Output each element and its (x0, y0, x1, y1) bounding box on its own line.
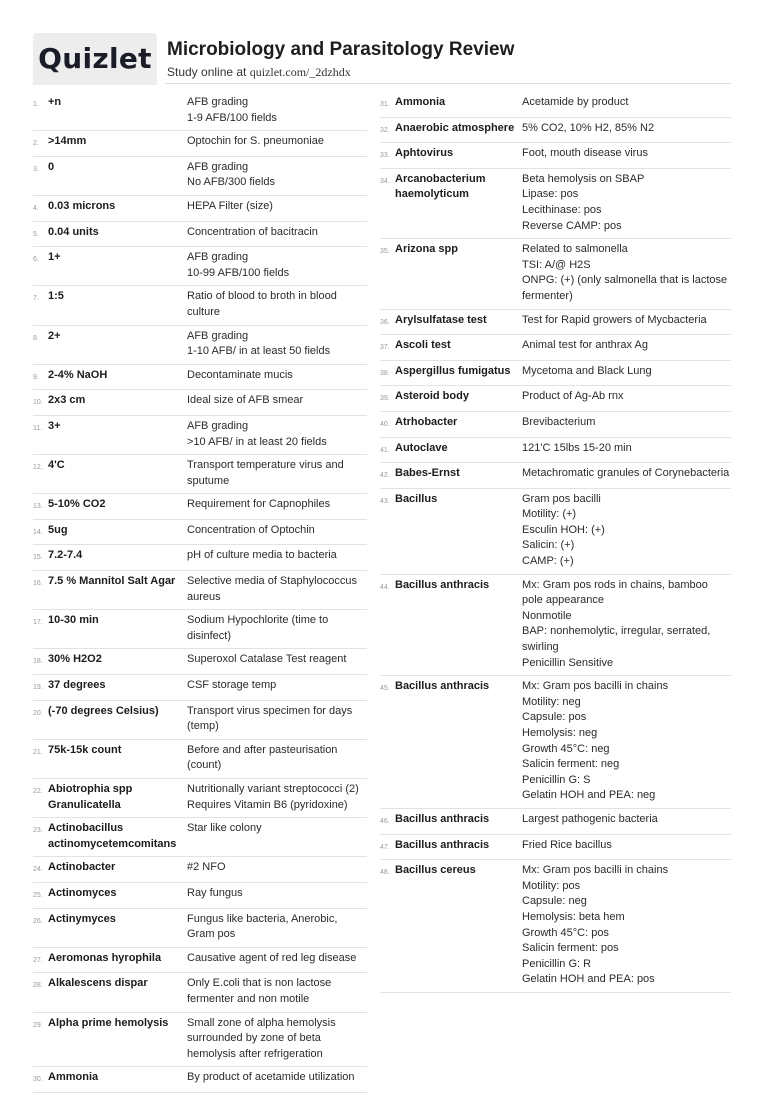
term-definition: Selective media of Staphylococcus aureus (187, 575, 357, 603)
term-definition: AFB grading 1-10 AFB/ in at least 50 fields (187, 329, 331, 358)
term-row (33, 520, 367, 546)
term-definition: Foot, mouth disease virus (522, 147, 648, 160)
term-text: Atrhobacter (395, 415, 458, 428)
term-definition: Animal test for anthrax Ag (522, 339, 648, 352)
term-row (380, 169, 731, 239)
term-definition: #2 NFO (187, 861, 226, 874)
term-definition: Superoxol Catalase Test reagent (187, 653, 347, 666)
term-text: 10-30 min (48, 614, 99, 627)
term-number: 12. (33, 464, 43, 472)
term-number: 1. (33, 101, 39, 108)
term-definition: 5% CO2, 10% H2, 85% N2 (522, 121, 655, 134)
term-row (380, 438, 731, 464)
term-definition: Nutritionally variant streptococci (2) Requires Vitamin B6 (pyridoxine) (187, 783, 359, 811)
term-number: 33. (380, 152, 390, 160)
term-definition: Mx: Gram pos bacilli in chains Motility: pos Capsule: neg Hemolysis: beta hem Growth 45°C: pos Salicin ferment: pos Penicillin G: R Gelatin HOH and PEA: pos (522, 864, 669, 986)
term-number: 36. (380, 318, 390, 326)
term-number: 10. (33, 399, 43, 407)
term-definition: Optochin for S. pneumoniae (187, 135, 324, 148)
term-text: Arizona spp (395, 243, 458, 256)
term-row (33, 1067, 367, 1093)
term-text: 7.2-7.4 (48, 549, 83, 562)
term-text: Alpha prime hemolysis (48, 1016, 169, 1029)
study-online-label: Study online at (167, 65, 250, 79)
term-number: 43. (380, 497, 390, 505)
term-number: 4. (33, 204, 39, 212)
term-number: 48. (380, 869, 390, 877)
term-row (380, 92, 731, 118)
term-text: 30% H2O2 (48, 653, 102, 666)
term-definition: Transport temperature virus and sputume (187, 459, 344, 487)
term-text: Alkalescens dispar (48, 977, 148, 990)
term-definition: Beta hemolysis on SBAP Lipase: pos Lecithinase: pos Reverse CAMP: pos (522, 172, 645, 232)
term-definition: AFB grading 1-9 AFB/100 fields (187, 96, 277, 124)
term-definition: Small zone of alpha hemolysis surrounded by zone of beta hemolysis after refrigeration (187, 1016, 336, 1060)
term-definition: Fungus like bacteria, Anerobic, Gram pos (187, 912, 338, 941)
term-definition: 121'C 15lbs 15-20 min (522, 441, 632, 454)
term-row (33, 365, 367, 391)
term-row (33, 157, 367, 196)
term-row (33, 701, 367, 740)
term-definition: Sodium Hypochlorite (time to disinfect) (187, 614, 329, 642)
term-text: Anaerobic atmosphere (395, 121, 515, 134)
term-number: 30. (33, 1076, 43, 1084)
term-row (380, 676, 731, 809)
term-text: 2-4% NaOH (48, 368, 108, 381)
term-number: 27. (33, 956, 43, 964)
term-definition: Causative agent of red leg disease (187, 951, 357, 964)
term-text: 2+ (48, 329, 61, 342)
term-number: 14. (33, 528, 43, 536)
term-number: 6. (33, 256, 39, 264)
term-row (33, 857, 367, 883)
term-row (33, 818, 367, 857)
term-text: 0 (48, 160, 55, 173)
term-text: 5-10% CO2 (48, 498, 106, 511)
term-definition: Requirement for Capnophiles (187, 498, 331, 511)
term-row (33, 131, 367, 157)
term-number: 3. (33, 165, 39, 173)
term-text: Arylsulfatase test (395, 313, 487, 326)
term-row (33, 1013, 367, 1068)
term-text: 3+ (48, 419, 61, 432)
term-text: Arcanobacterium haemolyticum (395, 172, 486, 201)
term-row (33, 494, 367, 520)
term-row (33, 247, 367, 286)
term-definition: Ratio of blood to broth in blood culture (187, 290, 337, 318)
term-row (33, 909, 367, 948)
term-number: 40. (380, 420, 390, 428)
term-number: 16. (33, 580, 43, 588)
term-number: 47. (380, 843, 390, 851)
term-row (33, 455, 367, 494)
term-row (33, 390, 367, 416)
page-title: Microbiology and Parasitology Review (167, 39, 515, 60)
term-row (380, 386, 731, 412)
study-online-link[interactable]: quizlet.com/_2dzhdx (249, 65, 351, 79)
term-definition: CSF storage temp (187, 679, 277, 692)
term-definition: Star like colony (187, 822, 262, 835)
term-row (33, 92, 367, 131)
term-text: 5ug (48, 523, 68, 536)
term-number: 11. (33, 424, 43, 432)
term-text: 75k-15k count (48, 743, 122, 756)
term-definition: Concentration of bacitracin (187, 225, 318, 238)
term-row (33, 779, 367, 818)
term-text: Autoclave (395, 441, 448, 454)
term-text: Asteroid body (395, 390, 469, 403)
term-row (380, 239, 731, 309)
page-header (33, 33, 731, 83)
term-definition: Mx: Gram pos rods in chains, bamboo pole appearance Nonmotile BAP: nonhemolytic, irregular, serrated, swirling Penicillin Sensitive (522, 578, 711, 669)
term-text: 1:5 (48, 290, 64, 303)
term-row (380, 463, 731, 489)
term-definition: Before and after pasteurisation (count) (187, 743, 338, 772)
term-definition: Related to salmonella TSI: A/@ H2S ONPG: (+) (only salmonella that is lactose fermenter) (522, 243, 728, 302)
term-row (33, 286, 367, 325)
term-row (380, 361, 731, 387)
term-number: 8. (33, 334, 39, 342)
term-row (380, 489, 731, 575)
term-definition: Largest pathogenic bacteria (522, 812, 658, 825)
term-text: 0.04 units (48, 225, 99, 238)
term-row (380, 335, 731, 361)
term-text: Bacillus anthracis (395, 680, 490, 693)
term-number: 17. (33, 619, 43, 627)
term-definition: Fried Rice bacillus (522, 838, 612, 851)
term-row (33, 948, 367, 974)
term-row (33, 610, 367, 649)
term-number: 42. (380, 472, 390, 480)
term-text: Actinomyces (48, 886, 117, 899)
term-definition: Ray fungus (187, 886, 243, 899)
term-text: Aeromonas hyrophila (48, 951, 162, 964)
term-text: Bacillus anthracis (395, 838, 490, 851)
term-number: 38. (380, 369, 390, 377)
term-row (33, 740, 367, 779)
header-divider (165, 83, 731, 84)
term-number: 23. (33, 827, 43, 835)
term-row (380, 412, 731, 438)
quizlet-logo[interactable]: Quizlet (33, 33, 157, 85)
term-row (33, 649, 367, 675)
term-number: 28. (33, 982, 43, 990)
term-number: 44. (380, 583, 390, 591)
term-text: Bacillus anthracis (395, 812, 490, 825)
term-text: 7.5 % Mannitol Salt Agar (48, 575, 176, 588)
term-number: 18. (33, 658, 43, 666)
term-number: 21. (33, 748, 43, 756)
term-definition: AFB grading 10-99 AFB/100 fields (187, 251, 290, 279)
term-text: +n (48, 96, 62, 108)
term-definition: Decontaminate mucis (187, 368, 293, 381)
term-definition: Mycetoma and Black Lung (522, 364, 652, 377)
term-row (380, 310, 731, 336)
term-number: 37. (380, 344, 390, 352)
term-text: Bacillus cereus (395, 864, 476, 877)
left-term-column (33, 92, 367, 1093)
term-row (33, 196, 367, 222)
term-text: Ascoli test (395, 339, 451, 352)
term-row (33, 545, 367, 571)
term-number: 24. (33, 866, 43, 874)
term-row (33, 222, 367, 248)
term-definition: Acetamide by product (522, 96, 629, 108)
term-number: 25. (33, 891, 43, 899)
term-text: Actinobacillus actinomycetemcomitans (48, 822, 177, 850)
term-text: Babes-Ernst (395, 467, 460, 480)
term-definition: Product of Ag-Ab rnx (522, 390, 624, 403)
term-definition: Gram pos bacilli Motility: (+) Esculin HOH: (+) Salicin: (+) CAMP: (+) (522, 492, 605, 568)
term-definition: AFB grading >10 AFB/ in at least 20 fields (187, 419, 327, 448)
term-row (380, 860, 731, 993)
term-definition: pH of culture media to bacteria (187, 549, 337, 562)
term-text: Bacillus anthracis (395, 578, 490, 591)
term-text: 2x3 cm (48, 394, 86, 407)
term-number: 46. (380, 817, 390, 825)
term-number: 26. (33, 917, 43, 925)
term-text: 1+ (48, 251, 61, 264)
term-text: (-70 degrees Celsius) (48, 704, 159, 717)
term-number: 5. (33, 230, 39, 238)
term-number: 34. (380, 177, 390, 185)
term-text: Abiotrophia spp Granulicatella (48, 783, 133, 811)
term-number: 13. (33, 503, 43, 511)
term-text: Aphtovirus (395, 147, 454, 160)
term-definition: AFB grading No AFB/300 fields (187, 160, 276, 189)
term-number: 15. (33, 554, 43, 562)
term-row (380, 835, 731, 861)
term-number: 45. (380, 685, 390, 693)
term-definition: Only E.coli that is non lactose fermenter and non motile (187, 977, 332, 1005)
term-text: Actinymyces (48, 912, 116, 925)
term-number: 20. (33, 709, 43, 717)
term-text: 37 degrees (48, 679, 106, 692)
term-row (380, 118, 731, 144)
term-definition: Test for Rapid growers of Mycbacteria (522, 313, 707, 326)
term-row (33, 675, 367, 701)
term-definition: Brevibacterium (522, 415, 596, 428)
term-number: 31. (380, 101, 390, 108)
term-number: 7. (33, 295, 39, 303)
term-number: 35. (380, 248, 390, 256)
term-number: 29. (33, 1021, 43, 1029)
term-number: 2. (33, 140, 39, 148)
term-row (380, 809, 731, 835)
term-number: 39. (380, 395, 390, 403)
term-text: 0.03 microns (48, 199, 116, 212)
term-text: Ammonia (48, 1071, 99, 1084)
term-row (33, 416, 367, 455)
term-number: 9. (33, 373, 39, 381)
term-row (33, 326, 367, 365)
term-text: Ammonia (395, 96, 446, 108)
term-row (380, 143, 731, 169)
term-row (33, 973, 367, 1012)
term-row (380, 575, 731, 677)
term-number: 22. (33, 788, 43, 795)
term-definition: By product of acetamide utilization (187, 1071, 355, 1084)
term-text: Actinobacter (48, 861, 116, 874)
term-definition: Transport virus specimen for days (temp) (187, 704, 353, 733)
term-definition: Concentration of Optochin (187, 523, 315, 536)
right-term-column (380, 92, 731, 993)
term-row (33, 571, 367, 610)
term-text: 4'C (48, 459, 65, 472)
term-text: >14mm (48, 135, 87, 148)
term-definition: Mx: Gram pos bacilli in chains Motility: neg Capsule: pos Hemolysis: neg Growth 45°C: neg Salicin ferment: neg Penicillin G: S Gelatin HOH and PEA: neg (522, 680, 669, 802)
term-number: 19. (33, 684, 43, 692)
term-number: 32. (380, 126, 390, 134)
term-definition: Metachromatic granules of Corynebacteria (522, 467, 730, 480)
term-row (33, 883, 367, 909)
term-text: Aspergillus fumigatus (395, 364, 511, 377)
term-text: Bacillus (395, 492, 438, 505)
term-definition: HEPA Filter (size) (187, 199, 273, 212)
term-definition: Ideal size of AFB smear (187, 394, 304, 407)
study-online-line (167, 65, 351, 80)
term-number: 41. (380, 446, 390, 454)
